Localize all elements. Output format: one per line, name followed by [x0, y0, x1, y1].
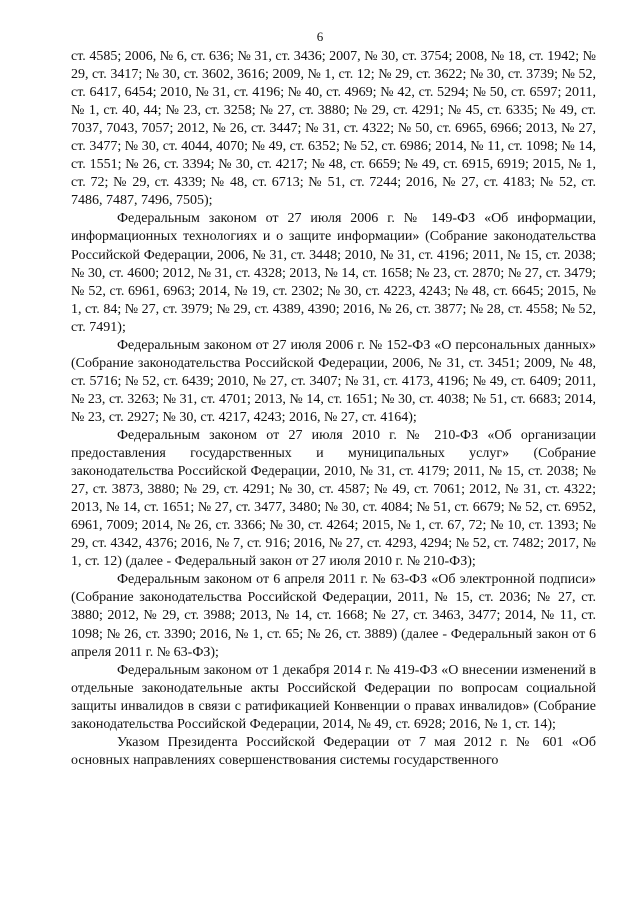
paragraph-law-210: Федеральным законом от 27 июля 2010 г. № 210-ФЗ «Об организации предоставления государственных и муниципальных услуг» (Собрание законодательства Российской Федерации, 2010, № 31, ст. 4179; 2011, № 15, ст. 2038; № 27, ст. 3873, 3880; № 29, ст. 4291; № 30, ст. 4587; № 49, ст. 7061; 2012, № 31, ст. 4322; 2013, № 14, ст. 1651; № 27, ст. 3477, 3480; № 30, ст. 4084; № 51, ст. 6679; № 52, ст. 6952, 6961, 7009; 2014, № 26, ст. 3366; № 30, ст. 4264; 2015, № 1, ст. 67, 72; № 10, ст. 1393; № 29, ст. 4342, 4376; 2016, № 7, ст. 916; 2016, № 27, ст. 4293, 4294; № 52, ст. 7482; 2017, № 1, ст. 12) (далее - Федеральный закон от 27 июля 2010 г. № 210-ФЗ);	[71, 427, 596, 570]
paragraph-law-152: Федеральным законом от 27 июля 2006 г. № 152-ФЗ «О персональных данных» (Собрание законодательства Российской Федерации, 2006, № 31, ст. 3451; 2009, № 48, ст. 5716; № 52, ст. 6439; 2010, № 27, ст. 3407; № 31, ст. 4173, 4196; № 49, ст. 6409; 2011, № 23, ст. 3263; № 31, ст. 4701; 2013, № 14, ст. 1651; № 30, ст. 4038; № 51, ст. 6683; 2014, № 23, ст. 2927; № 30, ст. 4217, 4243; 2016, № 27, ст. 4164);	[71, 337, 596, 425]
paragraph-law-63: Федеральным законом от 6 апреля 2011 г. № 63-ФЗ «Об электронной подписи» (Собрание законодательства Российской Федерации, 2011, № 15, ст. 2036; № 27, ст. 3880; 2012, № 29, ст. 3988; 2013, № 14, ст. 1668; № 27, ст. 3463, 3477; 2014, № 11, ст. 1098; № 26, ст. 3390; 2016, № 1, ст. 65; № 26, ст. 3889) (далее - Федеральный закон от 6 апреля 2011 г. № 63-ФЗ);	[71, 572, 596, 660]
paragraph-continuation: ст. 4585; 2006, № 6, ст. 636; № 31, ст. 3436; 2007, № 30, ст. 3754; 2008, № 18, ст. 1942; № 29, ст. 3417; № 30, ст. 3602, 3616; 2009, № 1, ст. 12; № 29, ст. 3622; № 30, ст. 3739; № 52, ст. 6417, 6454; 2010, № 31, ст. 4196; № 40, ст. 4969; № 42, ст. 5294; № 50, ст. 6597; 2011, № 1, ст. 40, 44; № 23, ст. 3258; № 27, ст. 3880; № 29, ст. 4291; № 45, ст. 6335; № 49, ст. 7037, 7043, 7057; 2012, № 26, ст. 3447; № 31, ст. 4322; № 50, ст. 6965, 6966; 2013, № 27, ст. 3477; № 30, ст. 4044, 4070; № 49, ст. 6352; № 52, ст. 6986; 2014, № 11, ст. 1098; № 14, ст. 1551; № 26, ст. 3394; № 30, ст. 4217; № 48, ст. 6659; № 49, ст. 6915, 6919; 2015, № 1, ст. 72; № 29, ст. 4339; № 48, ст. 6713; № 51, ст. 7244; 2016, № 27, ст. 4183; № 52, ст. 7486, 7487, 7496, 7505);	[71, 49, 596, 209]
paragraph-decree-601: Указом Президента Российской Федерации от 7 мая 2012 г. № 601 «Об основных направлениях совершенствования системы государственного	[71, 734, 596, 768]
document-body	[71, 48, 596, 770]
paragraph-law-419: Федеральным законом от 1 декабря 2014 г. № 419-ФЗ «О внесении изменений в отдельные законодательные акты Российской Федерации по вопросам социальной защиты инвалидов в связи с ратификацией Конвенции о правах инвалидов» (Собрание законодательства Российской Федерации, 2014, № 49, ст. 6928; 2016, № 1, ст. 14);	[71, 662, 596, 732]
paragraph-law-149: Федеральным законом от 27 июля 2006 г. № 149-ФЗ «Об информации, информационных технологиях и о защите информации» (Собрание законодательства Российской Федерации, 2006, № 31, ст. 3448; 2010, № 31, ст. 4196; 2011, № 15, ст. 2038; № 30, ст. 4600; 2012, № 31, ст. 4328; 2013, № 14, ст. 1658; № 23, ст. 2870; № 27, ст. 3479; № 52, ст. 6961, 6963; 2014, № 19, ст. 2302; № 30, ст. 4223, 4243; № 48, ст. 6645; 2015, № 1, ст. 84; № 27, ст. 3979; № 29, ст. 4389, 4390; 2016, № 26, ст. 3877; № 28, ст. 4558; № 52, ст. 7491);	[71, 211, 596, 335]
page-number: 6	[316, 29, 324, 44]
